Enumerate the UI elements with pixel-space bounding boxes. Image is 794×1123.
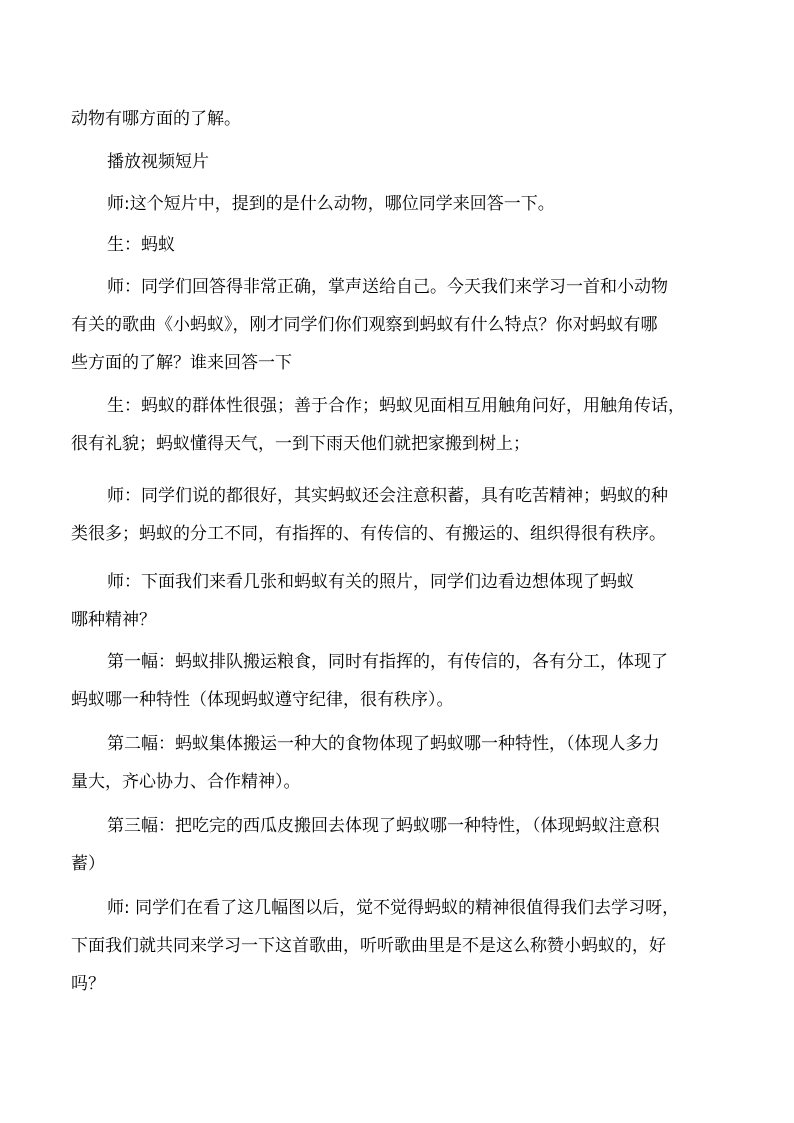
paragraph-11 xyxy=(71,807,731,883)
paragraph-8 xyxy=(71,563,731,639)
text-line: 动物有哪方面的了解。 xyxy=(71,109,241,129)
text-line: 第三幅：把吃完的西瓜皮搬回去体现了蚂蚁哪一种特性，（体现蚂蚁注意积 xyxy=(107,816,660,836)
paragraph-6 xyxy=(71,387,731,463)
text-line: 很有礼貌；蚂蚁懂得天气，一到下雨天他们就把家搬到树上； xyxy=(71,434,530,454)
paragraph-2 xyxy=(71,143,731,181)
paragraph-10 xyxy=(71,725,731,801)
paragraph-12 xyxy=(71,889,731,1003)
text-line: 播放视频短片 xyxy=(107,152,209,172)
text-line: 师：同学们回答得非常正确，掌声送给自己。今天我们来学习一首和小动物 xyxy=(107,277,668,297)
paragraph-9 xyxy=(71,643,731,719)
paragraph-3 xyxy=(71,185,731,223)
text-line: 有关的歌曲《小蚂蚁》，刚才同学们你们观察到蚂蚁有什么特点？你对蚂蚁有哪 xyxy=(71,315,658,335)
text-line: 哪种精神？ xyxy=(71,610,156,630)
text-line: 第一幅：蚂蚁排队搬运粮食，同时有指挥的，有传信的，各有分工，体现了 xyxy=(107,652,668,672)
text-line: 蚂蚁哪一种特性（体现蚂蚁遵守纪律，很有秩序）。 xyxy=(71,690,454,710)
text-line: 生：蚂蚁的群体性很强；善于合作；蚂蚁见面相互用触角问好，用触角传话， xyxy=(107,396,685,416)
text-line: 师: 同学们在看了这几幅图以后，觉不觉得蚂蚁的精神很值得我们去学习呀， xyxy=(107,898,680,918)
text-line: 第二幅：蚂蚁集体搬运一种大的食物体现了蚂蚁哪一种特性，（体现人多力 xyxy=(107,734,660,754)
paragraph-4 xyxy=(71,226,731,264)
paragraph-5 xyxy=(71,268,731,382)
text-line: 下面我们就共同来学习一下这首歌曲，听听歌曲里是不是这么称赞小蚂蚁的，好 xyxy=(71,936,666,956)
text-line: 师：下面我们来看几张和蚂蚁有关的照片，同学们边看边想体现了蚂蚁 xyxy=(107,572,634,592)
paragraph-7 xyxy=(71,477,731,553)
text-line: 类很多；蚂蚁的分工不同，有指挥的、有传信的、有搬运的、组织得很有秩序。 xyxy=(71,524,666,544)
text-line: 量大，齐心协力、合作精神）。 xyxy=(71,772,301,792)
text-line: 师：同学们说的都很好，其实蚂蚁还会注意积蓄，具有吃苦精神；蚂蚁的种 xyxy=(107,486,668,506)
paragraph-1 xyxy=(71,100,731,138)
text-line: 生：蚂蚁 xyxy=(107,235,175,255)
text-line: 些方面的了解？谁来回答一下 xyxy=(71,353,292,373)
text-line: 蓄） xyxy=(71,854,105,874)
text-line: 吗？ xyxy=(71,974,105,994)
text-line: 师:这个短片中，提到的是什么动物，哪位同学来回答一下。 xyxy=(107,194,555,214)
